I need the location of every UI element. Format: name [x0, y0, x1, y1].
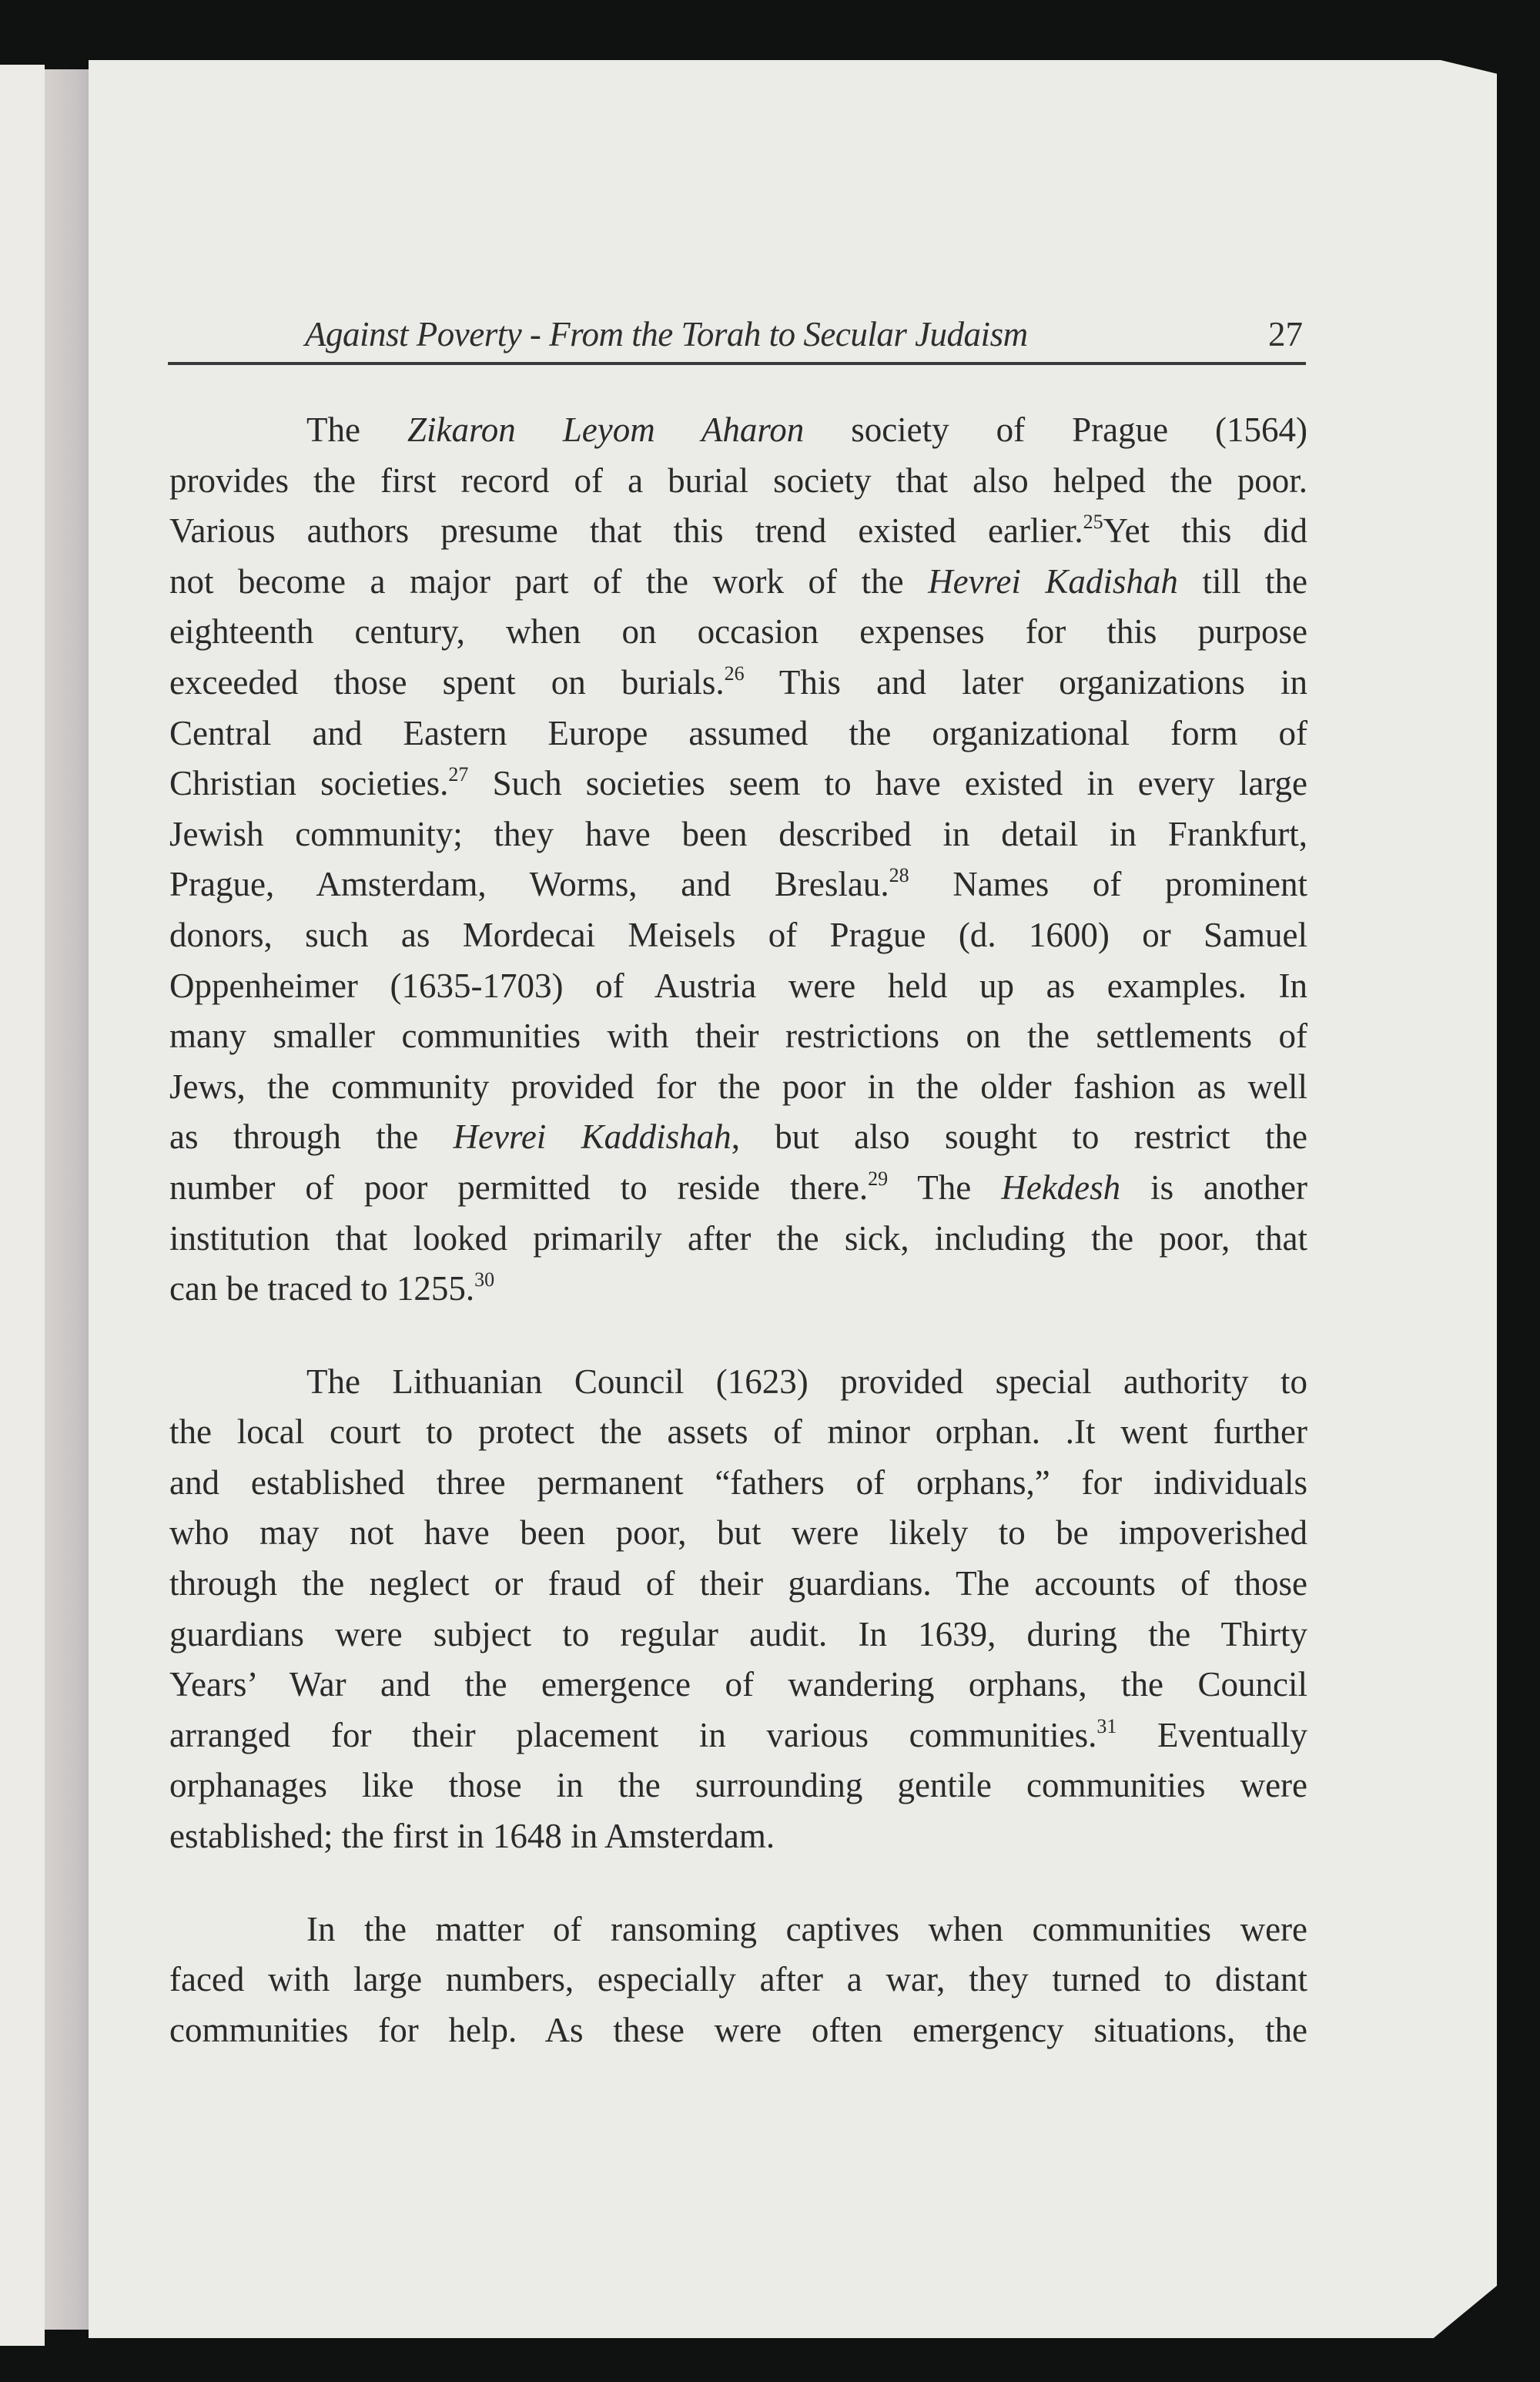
- text-run: is another: [1120, 1168, 1307, 1207]
- text-run: number of poor permitted to reside there.: [169, 1168, 869, 1207]
- text-line: [169, 607, 1307, 658]
- text-line: [169, 759, 1307, 809]
- running-header: [168, 314, 1306, 365]
- text-line: [169, 1407, 1307, 1458]
- running-title: Against Poverty - From the Torah to Secular Judaism: [305, 315, 1028, 353]
- text-line: [169, 1011, 1307, 1062]
- text-line: [169, 1559, 1307, 1610]
- text-run: The: [306, 410, 407, 449]
- text-line: [169, 557, 1307, 608]
- text-line: [169, 709, 1307, 759]
- body-text: [169, 405, 1307, 2055]
- text-run: who may not have been poor, but were likely to be impoverished: [169, 1513, 1307, 1553]
- text-line: [169, 1112, 1307, 1163]
- text-run: provides the first record of a burial society that also helped the poor.: [169, 461, 1307, 500]
- italic-term: Hekdesh: [1001, 1168, 1121, 1207]
- text-line: [169, 1761, 1307, 1811]
- footnote-ref: 26: [724, 662, 745, 685]
- text-line: [169, 910, 1307, 961]
- footnote-ref: 31: [1096, 1714, 1117, 1737]
- text-line: [169, 1214, 1307, 1265]
- text-run: Yet this did: [1103, 511, 1307, 551]
- text-line: [169, 1163, 1307, 1214]
- text-run: Jewish community; they have been described in detail in Frankfurt,: [169, 814, 1307, 853]
- footnote-ref: 30: [474, 1268, 495, 1292]
- text-run: orphanages like those in the surrounding gentile communities were: [169, 1766, 1307, 1805]
- text-run: many smaller communities with their restrictions on the settlements of: [169, 1017, 1307, 1056]
- text-line: [169, 506, 1307, 557]
- text-run: till the: [1177, 561, 1307, 601]
- text-run: The: [888, 1168, 1002, 1207]
- text-line: [169, 1357, 1307, 1408]
- text-run: arranged for their placement in various communities.: [169, 1715, 1097, 1754]
- text-run: Eventually: [1116, 1715, 1307, 1754]
- text-run: Such societies seem to have existed in every large: [468, 764, 1307, 803]
- text-run: through the neglect or fraud of their guardians. The accounts of those: [169, 1564, 1307, 1603]
- text-line: [169, 1062, 1307, 1113]
- text-run: and established three permanent “fathers of orphans,” for individuals: [169, 1462, 1307, 1502]
- text-run: , but also sought to restrict the: [731, 1117, 1308, 1157]
- paragraph-2: [169, 1357, 1307, 1862]
- text-run: exceeded those spent on burials.: [169, 662, 725, 702]
- text-line: [169, 1458, 1307, 1509]
- text-run: established; the first in 1648 in Amsterdam.: [169, 1817, 775, 1856]
- text-line: [169, 1905, 1307, 1955]
- text-run: This and later organizations in: [744, 662, 1307, 702]
- text-run: Prague, Amsterdam, Worms, and Breslau.: [169, 865, 889, 904]
- text-line: [169, 1710, 1307, 1761]
- text-line: [169, 405, 1307, 456]
- text-run: eighteenth century, when on occasion expenses for this purpose: [169, 612, 1307, 652]
- text-run: donors, such as Mordecai Meisels of Prague (d. 1600) or Samuel: [169, 915, 1307, 954]
- page-number: 27: [1268, 315, 1303, 353]
- text-run: the local court to protect the assets of minor orphan. .It went further: [169, 1412, 1307, 1452]
- text-line: [169, 961, 1307, 1012]
- text-line: [169, 1811, 1307, 1862]
- text-run: communities for help. As these were often emergency situations, the: [169, 2010, 1307, 2049]
- text-line: [169, 456, 1307, 507]
- paragraph-3: [169, 1905, 1307, 2056]
- italic-term: Hevrei Kaddishah: [453, 1117, 732, 1157]
- text-run: Central and Eastern Europe assumed the organizational form of: [169, 713, 1307, 752]
- text-run: institution that looked primarily after the sick, including the poor, that: [169, 1218, 1307, 1258]
- footnote-ref: 29: [868, 1167, 889, 1190]
- text-run: faced with large numbers, especially after a war, they turned to distant: [169, 1960, 1307, 1999]
- italic-term: Hevrei Kadishah: [928, 561, 1178, 601]
- text-line: [169, 809, 1307, 860]
- book-gutter: [45, 69, 89, 2330]
- text-line: [169, 1508, 1307, 1559]
- text-run: Christian societies.: [169, 764, 449, 803]
- text-line: [169, 1955, 1307, 2005]
- footnote-ref: 28: [889, 864, 909, 887]
- text-run: Years’ War and the emergence of wandering orphans, the Council: [169, 1665, 1307, 1704]
- text-run: Various authors presume that this trend existed earlier.: [169, 511, 1083, 551]
- text-run: can be traced to 1255.: [169, 1269, 475, 1308]
- text-line: [169, 859, 1307, 910]
- footnote-ref: 27: [448, 763, 469, 786]
- text-line: [169, 1660, 1307, 1710]
- text-line: [169, 2005, 1307, 2056]
- footnote-ref: 25: [1083, 511, 1103, 534]
- text-run: not become a major part of the work of the: [169, 561, 929, 601]
- italic-term: Zikaron Leyom Aharon: [407, 410, 805, 449]
- text-line: [169, 658, 1307, 709]
- text-run: Jews, the community provided for the poor in the older fashion as well: [169, 1067, 1307, 1106]
- text-run: Names of prominent: [909, 865, 1307, 904]
- text-run: as through the: [169, 1117, 454, 1157]
- text-line: [169, 1610, 1307, 1660]
- paragraph-1: [169, 405, 1307, 1315]
- facing-page-edge: [0, 65, 45, 2346]
- text-run: society of Prague (1564): [804, 410, 1307, 449]
- text-run: In the matter of ransoming captives when communities were: [306, 1909, 1307, 1948]
- text-run: The Lithuanian Council (1623) provided special authority to: [306, 1362, 1307, 1401]
- text-run: guardians were subject to regular audit. In 1639, during the Thirty: [169, 1614, 1307, 1653]
- text-line: [169, 1264, 1307, 1315]
- text-run: Oppenheimer (1635-1703) of Austria were held up as examples. In: [169, 966, 1307, 1005]
